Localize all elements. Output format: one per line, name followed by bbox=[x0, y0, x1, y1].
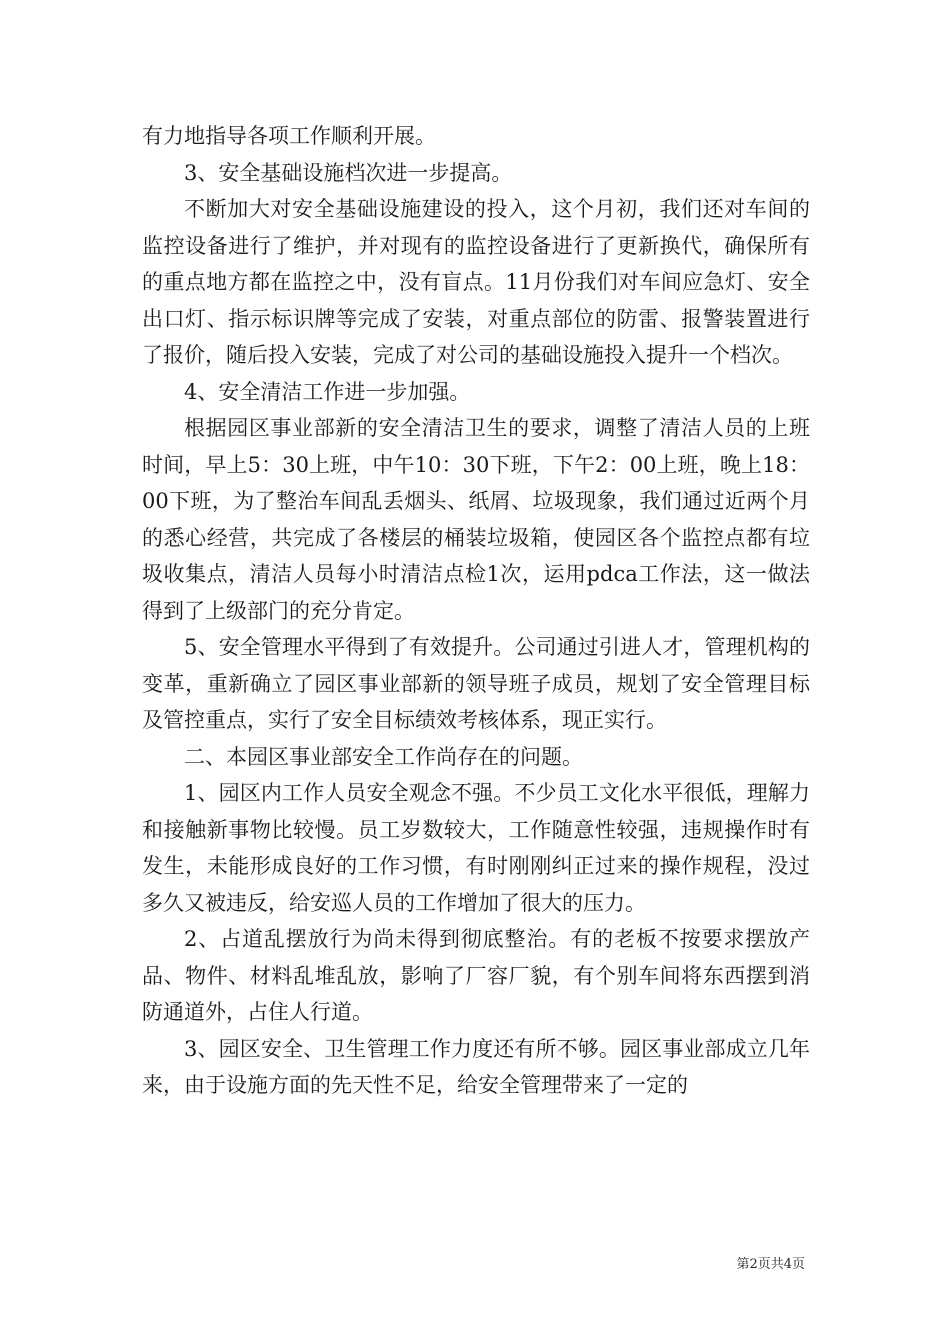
paragraph-10: 3、园区安全、卫生管理工作力度还有所不够。园区事业部成立几年来，由于设施方面的先天性不足，给安全管理带来了一定的 bbox=[142, 1036, 810, 1097]
paragraph-9: 2、占道乱摆放行为尚未得到彻底整治。有的老板不按要求摆放产品、物件、材料乱堆乱放，影响了厂容厂貌，有个别车间将东西摆到消防通道外，占住人行道。 bbox=[142, 927, 810, 1024]
paragraph-6: 5、安全管理水平得到了有效提升。公司通过引进人才，管理机构的变革，重新确立了园区事业部新的领导班子成员，规划了安全管理目标及管控重点，实行了安全目标绩效考核体系，现正实行。 bbox=[142, 635, 810, 732]
paragraph-8: 1、园区内工作人员安全观念不强。不少员工文化水平很低，理解力和接触新事物比较慢。员工岁数较大，工作随意性较强，违规操作时有发生，未能形成良好的工作习惯，有时刚刚纠正过来的操作规程，没过多久又被违反，给安巡人员的工作增加了很大的压力。 bbox=[142, 781, 810, 915]
paragraph-4: 4、安全清洁工作进一步加强。 bbox=[184, 379, 471, 404]
document-body bbox=[142, 118, 810, 1104]
paragraph-3: 不断加大对安全基础设施建设的投入，这个月初，我们还对车间的监控设备进行了维护，并对现有的监控设备进行了更新换代，确保所有的重点地方都在监控之中，没有盲点。11月份我们对车间应急灯、安全出口灯、指示标识牌等完成了安装，对重点部位的防雷、报警装置进行了报价，随后投入安装，完成了对公司的基础设施投入提升一个档次。 bbox=[142, 197, 810, 367]
paragraph-7: 二、本园区事业部安全工作尚存在的问题。 bbox=[184, 744, 583, 769]
paragraph-1: 有力地指导各项工作顺利开展。 bbox=[142, 124, 436, 148]
paragraph-2: 3、安全基础设施档次进一步提高。 bbox=[184, 160, 513, 185]
paragraph-5: 根据园区事业部新的安全清洁卫生的要求，调整了清洁人员的上班时间，早上5：30上班，中午10：30下班，下午2：00上班，晚上18：00下班，为了整治车间乱丢烟头、纸屑、垃圾现象，我们通过近两个月的悉心经营，共完成了各楼层的桶装垃圾箱，使园区各个监控点都有垃圾收集点，清洁人员每小时清洁点检1次，运用pdca工作法，这一做法得到了上级部门的充分肯定。 bbox=[142, 416, 810, 623]
page-number-footer: 第2页共4页 bbox=[736, 1257, 805, 1272]
